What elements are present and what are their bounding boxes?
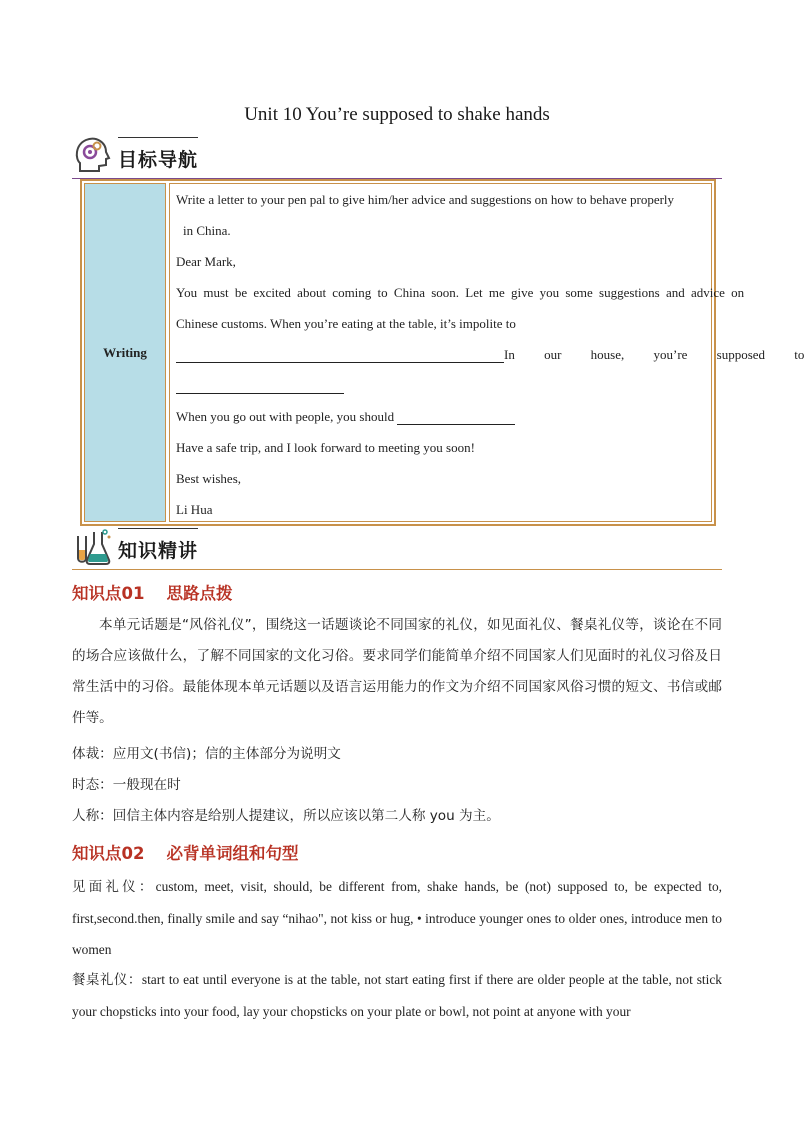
letter-line: You must be excited about coming to China soon. Let me give you some suggestions and advice on bbox=[176, 285, 745, 300]
prompt-line: in China. bbox=[183, 223, 231, 238]
section-title: 目标导航 bbox=[118, 149, 199, 171]
knowledge-point-heading bbox=[72, 840, 298, 864]
writing-label: Writing bbox=[103, 344, 147, 360]
document-title: Unit 10 You’re supposed to shake hands bbox=[244, 104, 550, 125]
letter-line: Have a safe trip, and I look forward to meeting you soon! bbox=[176, 440, 475, 455]
knowledge-point-number: 知识点01 bbox=[72, 584, 145, 603]
header-topline bbox=[118, 528, 198, 529]
lab-flask-icon bbox=[72, 526, 112, 566]
writing-label-cell bbox=[84, 183, 166, 522]
tense-line: 时态：一般现在时 bbox=[72, 777, 181, 793]
writing-content-cell bbox=[169, 183, 804, 522]
letter-line-blank bbox=[176, 378, 344, 394]
knowledge-point-heading bbox=[72, 580, 232, 604]
greeting-label: 见面礼仪： bbox=[72, 880, 156, 895]
letter-text: When you go out with people, you should bbox=[176, 409, 395, 424]
letter-text: In our house, you’re supposed to bbox=[504, 347, 804, 362]
fill-in-blank[interactable] bbox=[176, 348, 504, 363]
person-line: 人称：回信主体内容是给别人提建议，所以应该以第二人称 you 为主。 bbox=[72, 808, 500, 824]
letter-salutation: Dear Mark, bbox=[176, 254, 236, 269]
fill-in-blank[interactable] bbox=[397, 410, 515, 425]
greeting-text: custom, meet, visit, should, be different from, shake hands, be (not) supposed to, be expected to, first,second.then, finally smile and say “nihao", not kiss or hug, • introduce younger ones to older ones, introduce men to women bbox=[72, 879, 722, 957]
letter-line-with-blank bbox=[176, 409, 515, 425]
letter-line: Chinese customs. When you’re eating at the table, it’s impolite to bbox=[176, 316, 516, 331]
writing-table bbox=[80, 179, 804, 526]
section-header-knowledge bbox=[72, 526, 722, 570]
knowledge-point-number: 知识点02 bbox=[72, 844, 145, 863]
genre-line: 体裁：应用文(书信)；信的主体部分为说明文 bbox=[72, 746, 341, 762]
fill-in-blank[interactable] bbox=[176, 379, 344, 394]
table-manners-paragraph bbox=[72, 964, 722, 1027]
table-manners-text: start to eat until everyone is at the table, not start eating first if there are older people at the table, not stick your chopsticks into your food, lay your chopsticks on your plate or bowl, not point at anyone with your bbox=[72, 972, 723, 1019]
letter-closing: Best wishes, bbox=[176, 471, 241, 486]
greeting-etiquette-paragraph bbox=[72, 871, 722, 965]
section-rule bbox=[72, 569, 722, 570]
header-topline bbox=[118, 137, 198, 138]
section-title: 知识精讲 bbox=[118, 540, 199, 562]
letter-signature: Li Hua bbox=[176, 502, 213, 517]
letter-line-with-blank bbox=[176, 347, 804, 363]
section-header-goals bbox=[72, 135, 722, 179]
table-manners-label: 餐桌礼仪： bbox=[72, 973, 142, 988]
head-gears-icon bbox=[72, 135, 112, 175]
prompt-line: Write a letter to your pen pal to give him/her advice and suggestions on how to behave properly bbox=[176, 192, 675, 207]
knowledge-point-title: 思路点拨 bbox=[166, 584, 233, 603]
knowledge-point-title: 必背单词组和句型 bbox=[166, 844, 299, 863]
intro-paragraph: 本单元话题是“风俗礼仪”，围绕这一话题谈论不同国家的礼仪，如见面礼仪、餐桌礼仪等，谈论在不同的场合应该做什么，了解不同国家的文化习俗。要求同学们能简单介绍不同国家人们见面时的礼仪习俗及日常生活中的习俗。最能体现本单元话题以及语言运用能力的作文为介绍不同国家风俗习惯的短文、书信或邮件等。 bbox=[72, 617, 722, 726]
